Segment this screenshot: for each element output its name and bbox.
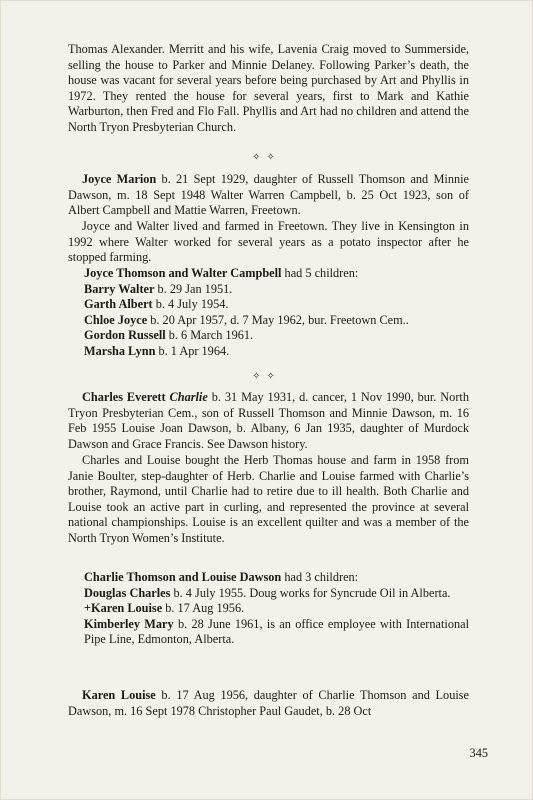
child-name: +Karen Louise	[84, 601, 163, 616]
list-item	[84, 344, 469, 360]
joyce-entry	[68, 172, 469, 219]
page-number: 345	[469, 746, 488, 760]
charles-parents-names: Charlie Thomson and Louise Dawson	[84, 570, 282, 584]
charles-nickname: Charlie	[169, 390, 208, 404]
child-info: b. 6 March 1961.	[165, 328, 254, 343]
joyce-details: b. 21 Sept 1929, daughter of Russell Thomson and Minnie Dawson, m. 18 Sept 1948 Walter Warren Campbell, b. 25 Oct 1923, son of Albert Campbell and Mattie Warren, Freetown.	[68, 172, 469, 218]
child-info: b. 1 Apr 1964.	[155, 343, 230, 358]
charles-children-header	[84, 570, 469, 586]
child-info: b. 4 July 1954.	[152, 297, 229, 312]
intro-paragraph: Thomas Alexander. Merritt and his wife, Lavenia Craig moved to Summerside, selling the house to Parker and Minnie Delaney. Following Parker’s death, the house was vacant for several years before being purchased by Art and Phyllis in 1972. They rented the house for several years, first to Mark and Kathie Warburton, then Fred and Flo Fall. Phyllis and Art had no children and attend the North Tryon Presbyterian Church.	[68, 42, 469, 134]
joyce-parents-names: Joyce Thomson and Walter Campbell	[84, 266, 282, 280]
list-item	[84, 617, 469, 648]
joyce-children-header	[84, 266, 469, 282]
list-item	[84, 297, 469, 313]
joyce-children-list	[84, 266, 469, 360]
child-info: b. 20 Apr 1957, d. 7 May 1962, bur. Freetown Cem..	[147, 312, 409, 327]
charles-details: b. 31 May 1931, d. cancer, 1 Nov 1990, bur. North Tryon Presbyterian Cem., son of Russell Thomson and Minnie Dawson, m. 16 Feb 1955 Louise Joan Dawson, b. Albany, 6 Jan 1935, daughter of Murdock Dawson and Grace Francis. See Dawson history.	[68, 390, 469, 451]
child-name: Barry Walter	[84, 281, 155, 296]
child-info: b. 4 July 1955. Doug works for Syncrude Oil in Alberta.	[170, 585, 451, 600]
list-item	[84, 601, 469, 617]
list-item	[84, 313, 469, 329]
list-item	[84, 282, 469, 298]
child-name: Marsha Lynn	[84, 343, 156, 358]
child-name: Chloe Joyce	[84, 312, 148, 327]
section-ornament: ✧✧	[252, 371, 281, 382]
child-name: Kimberley Mary	[84, 616, 174, 631]
section-ornament: ✧✧	[252, 152, 281, 163]
child-name: Garth Albert	[84, 297, 153, 312]
charles-children-list	[84, 570, 469, 648]
charles-paragraph: Charles and Louise bought the Herb Thomas house and farm in 1958 from Janie Boulter, step-daughter of Herb. Charlie and Louise farmed with Charlie’s brother, Raymond, until Charlie had to retire due to ill health. Both Charlie and Louise took an active part in curling, and represented the province at several national championships. Louise is an excellent quilter and was a member of the North Tryon Women’s Institute.	[68, 453, 469, 545]
list-item	[84, 586, 469, 602]
karen-details: b. 17 Aug 1956, daughter of Charlie Thomson and Louise Dawson, m. 16 Sept 1978 Christopher Paul Gaudet, b. 28 Oct	[68, 688, 470, 718]
child-info: b. 29 Jan 1951.	[154, 281, 233, 296]
karen-entry	[68, 688, 469, 719]
list-item	[84, 328, 469, 344]
joyce-name: Joyce Marion	[82, 172, 157, 186]
charles-name: Charles Everett	[82, 390, 166, 404]
child-info: b. 17 Aug 1956.	[162, 601, 245, 616]
joyce-paragraph: Joyce and Walter lived and farmed in Freetown. They live in Kensington in 1992 where Walter worked for several years as a potato inspector after he stopped farming.	[68, 219, 469, 265]
joyce-children-count: had 5 children:	[281, 266, 359, 280]
charles-children-count: had 3 children:	[281, 570, 359, 584]
charles-entry	[68, 390, 469, 452]
child-name: Gordon Russell	[84, 328, 166, 343]
child-info: b. 28 June 1961, is an office employee with International Pipe Line, Edmonton, Alberta.	[84, 616, 469, 647]
karen-name: Karen Louise	[82, 688, 156, 702]
child-name: Douglas Charles	[84, 585, 171, 600]
